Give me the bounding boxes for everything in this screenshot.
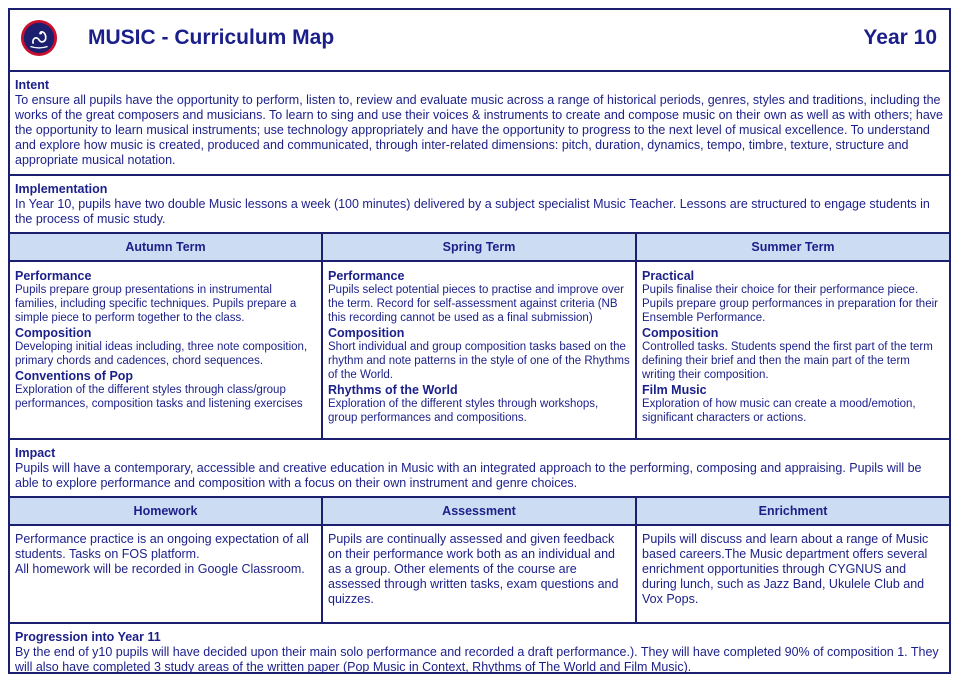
enrichment-column bbox=[637, 498, 949, 622]
column-header: Homework bbox=[10, 498, 321, 526]
block-text: Exploration of the different styles through workshops, group performances and compositions. bbox=[328, 398, 599, 424]
block-text: Pupils select potential pieces to practise and improve over the term. Record for self-assessment against criteria (NB this recording cannot be used as a final submission) bbox=[328, 284, 624, 324]
block-heading: Practical bbox=[642, 269, 695, 283]
term-column-summer bbox=[637, 234, 949, 438]
enrichment-text: Pupils will discuss and learn about a range of Music based careers.The Music department offers several enrichment opportunities through CYGNUS and during lunch, such as Jazz Band, Ukulele Club and Vox Pops. bbox=[642, 532, 929, 606]
term-column-spring bbox=[323, 234, 637, 438]
block-text: Short individual and group composition tasks based on the rhythm and note patterns in the style of one of the Rhythms of the World. bbox=[328, 341, 630, 381]
swan-crest-icon bbox=[20, 19, 58, 57]
intent-text: To ensure all pupils have the opportunity to perform, listen to, review and evaluate music across a range of historical periods, genres, styles and traditions, including the works of the great composers and musicians. To learn to sing and use their voices & instruments to create and compose music on their own as well as with others; have the opportunity to learn musical instruments; use technology appropriately and have the opportunity to progress to the next level of musical excellence. To understand and explore how music is created, produced and communicated, through inter-related dimensions: pitch, duration, dynamics, tempo, timbre, texture, structure and appropriate musical notation. bbox=[15, 93, 944, 167]
progression-text: By the end of y10 pupils will have decided upon their main solo performance and recorded a draft performance.). They will have completed 90% of composition 1. They will also have completed 3 study areas of the written paper (Pop Music in Context, Rhythms of The World and Film Music). bbox=[15, 645, 939, 674]
block-text: Exploration of how music can create a mood/emotion, significant characters or actions. bbox=[642, 398, 916, 424]
block-text: Exploration of the different styles through class/group performances, composition tasks and listening exercises bbox=[15, 384, 303, 410]
assessment-text: Pupils are continually assessed and given feedback on their performance work both as an individual and as a group. Other elements of the course are assessed through written tasks, exam questions and quizzes. bbox=[328, 532, 619, 606]
page-title: MUSIC - Curriculum Map bbox=[88, 26, 335, 49]
year-label: Year 10 bbox=[863, 26, 937, 49]
block-heading: Film Music bbox=[642, 383, 707, 397]
implementation-text: In Year 10, pupils have two double Music lessons a week (100 minutes) delivered by a subject specialist Music Teacher. Lessons are structured to engage students in the process of music study. bbox=[15, 197, 930, 226]
block-heading: Performance bbox=[328, 269, 405, 283]
term-header: Summer Term bbox=[637, 234, 949, 262]
assessment-column bbox=[323, 498, 637, 622]
column-header: Enrichment bbox=[637, 498, 949, 526]
impact-section bbox=[10, 440, 949, 498]
impact-heading: Impact bbox=[15, 446, 56, 460]
block-text: Controlled tasks. Students spend the first part of the term defining their brief and then the main part of the term writing their composition. bbox=[642, 341, 933, 381]
curriculum-map bbox=[8, 8, 951, 674]
block-heading: Composition bbox=[328, 326, 405, 340]
block-text: Developing initial ideas including, three note composition, primary chords and cadences, chord sequences. bbox=[15, 341, 308, 367]
impact-text: Pupils will have a contemporary, accessible and creative education in Music with an integrated approach to the performing, composing and appraising. Pupils will be able to explore performance and composition with a focus on their own instrument and genre choices. bbox=[15, 461, 922, 490]
implementation-section bbox=[10, 176, 949, 234]
block-heading: Composition bbox=[642, 326, 719, 340]
block-heading: Conventions of Pop bbox=[15, 369, 134, 383]
homework-text: Performance practice is an ongoing expectation of all students. Tasks on FOS platform. All homework will be recorded in Google Classroom. bbox=[15, 532, 309, 576]
extras-grid bbox=[10, 498, 949, 624]
progression-section bbox=[10, 624, 949, 676]
block-heading: Rhythms of the World bbox=[328, 383, 458, 397]
term-column-autumn bbox=[10, 234, 323, 438]
homework-column bbox=[10, 498, 323, 622]
block-heading: Performance bbox=[15, 269, 92, 283]
page-header bbox=[10, 10, 949, 72]
implementation-heading: Implementation bbox=[15, 182, 108, 196]
block-heading: Composition bbox=[15, 326, 92, 340]
term-header: Autumn Term bbox=[10, 234, 321, 262]
terms-grid bbox=[10, 234, 949, 440]
term-header: Spring Term bbox=[323, 234, 635, 262]
block-text: Pupils finalise their choice for their performance piece. Pupils prepare group performances in preparation for their Ensemble Performance. bbox=[642, 284, 938, 324]
block-text: Pupils prepare group presentations in instrumental families, including specific techniques. Pupils prepare a simple piece to perform together to the class. bbox=[15, 284, 297, 324]
intent-heading: Intent bbox=[15, 78, 50, 92]
column-header: Assessment bbox=[323, 498, 635, 526]
intent-section bbox=[10, 72, 949, 176]
progression-heading: Progression into Year 11 bbox=[15, 630, 161, 644]
